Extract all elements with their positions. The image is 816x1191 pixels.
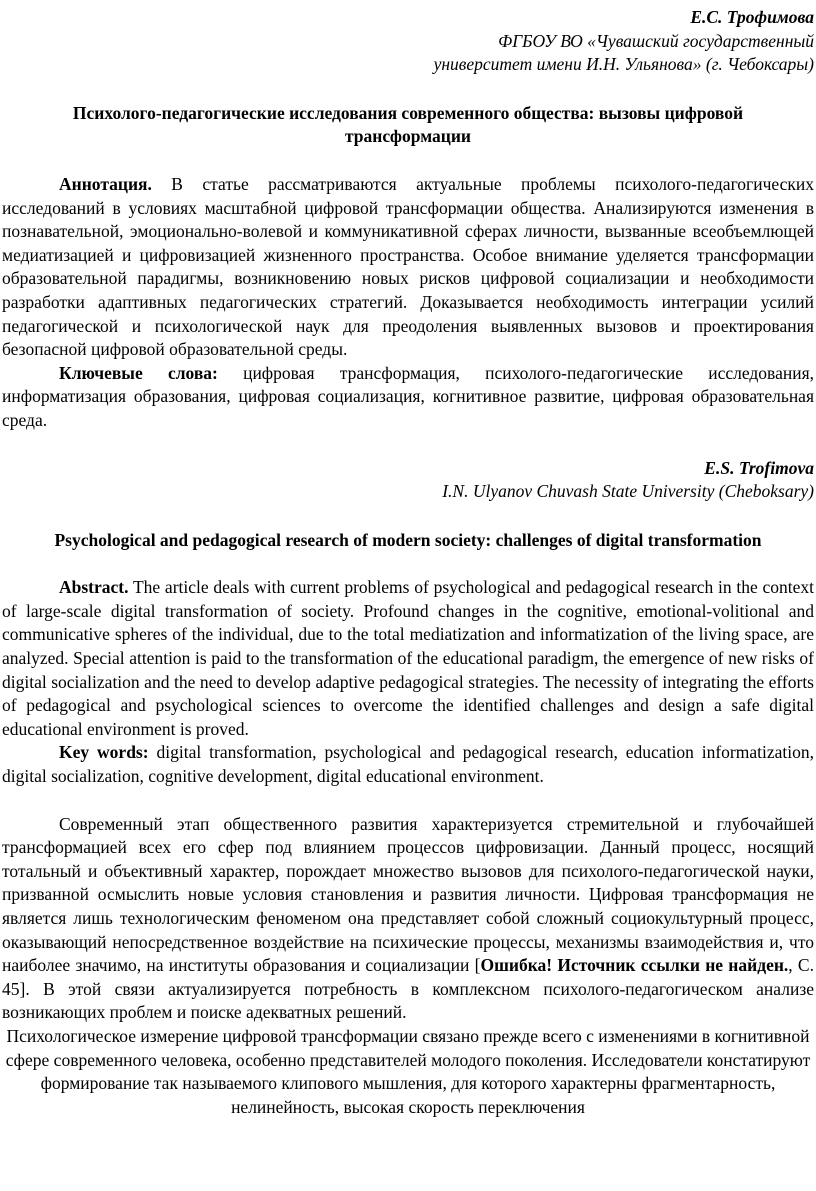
ru-keywords [2,362,814,433]
en-keywords [2,741,814,788]
ru-affiliation-line1: ФГБОУ ВО «Чувашский государственный [498,30,814,51]
body-paragraph-1 [2,813,814,1025]
ru-author-block [2,6,814,77]
en-abstract [2,576,814,741]
en-abstract-label: Abstract. [59,577,129,598]
ru-abstract [2,173,814,362]
ru-abstract-label: Аннотация. [59,173,152,194]
ru-author-name: Е.С. Трофимова [690,7,814,27]
en-keywords-label: Key words: [59,742,149,763]
ru-abstract-text: В статье рассматриваются актуальные проблемы психолого-педагогических исследований в условиях масштабной цифровой трансформации общества. Анализируются изменения в познавательной, эмоционально-волевой и коммуникативной сферах личности, вызванные всеобъемлющей медиатизацией и цифровизацией жизненного пространства. Особое внимание уделяется трансформации образовательной парадигмы, возникновению новых рисков цифровой социализации и необходимости разработки адаптивных педагогических стратегий. Доказывается необходимость интеграции усилий педагогической и психологической наук для преодоления выявленных вызовов и проектирования безопасной цифровой образовательной среды. [2,173,814,360]
en-keywords-text: digital transformation, psychological and pedagogical research, education informatization, digital socialization, cognitive development, digital educational environment. [2,742,814,787]
body-p1-after: , С. 45]. В этой связи актуализируется потребность в комплексном психолого-педагогическом анализе возникающих проблем и поиске адекватных решений. [2,955,814,1023]
body-p1-before: Современный этап общественного развития характеризуется стремительной и глубочайшей трансформацией всех его сфер под влиянием процессов цифровизации. Данный процесс, носящий тотальный и объективный характер, порождает множество вызовов для психолого-педагогической науки, призванной осмыслить новые условия становления и развития личности. Цифровая трансформация не является лишь технологическим феноменом она представляет собой сложный социокультурный процесс, оказывающий непосредственное воздействие на психические процессы, механизмы взаимодействия и, что наиболее значимо, на институты образования и социализации [ [2,813,814,976]
en-author-name: E.S. Trofimova [704,457,814,478]
en-title: Psychological and pedagogical research of modern society: challenges of digital transformation [54,529,762,550]
citation-error: Ошибка! Источник ссылки не найден. [480,955,789,976]
ru-affiliation-line2: университет имени И.Н. Ульянова» (г. Чебоксары) [433,54,814,75]
body-paragraph-2: Психологическое измерение цифровой трансформации связано прежде всего с изменениями в когнитивной сфере современного человека, особенно представителей молодого поколения. Исследователи констатируют формирование так называемого клипового мышления, для которого характерны фрагментарность, нелинейность, высокая скорость переключения [5,1025,811,1117]
ru-keywords-label: Ключевые слова: [59,362,218,383]
en-abstract-text: The article deals with current problems of psychological and pedagogical research in the context of large-scale digital transformation of society. Profound changes in the cognitive, emotional-volitional and communicative spheres of the individual, due to the total mediatization and informatization of the living space, are analyzed. Special attention is paid to the transformation of the educational paradigm, the emergence of new risks of digital socialization and the need to develop adaptive pedagogical strategies. The necessity of integrating the efforts of pedagogical and psychological sciences to overcome the identified challenges and design a safe digital educational environment is proved. [2,577,814,739]
ru-title: Психолого-педагогические исследования современного общества: вызовы цифровой трансформации [72,102,744,147]
en-affiliation: I.N. Ulyanov Chuvash State University (Cheboksary) [442,481,814,502]
ru-keywords-text: цифровая трансформация, психолого-педагогические исследования, информатизация образования, цифровая социализация, когнитивное развитие, цифровая образовательная среда. [2,362,814,430]
en-author-block [2,457,814,504]
